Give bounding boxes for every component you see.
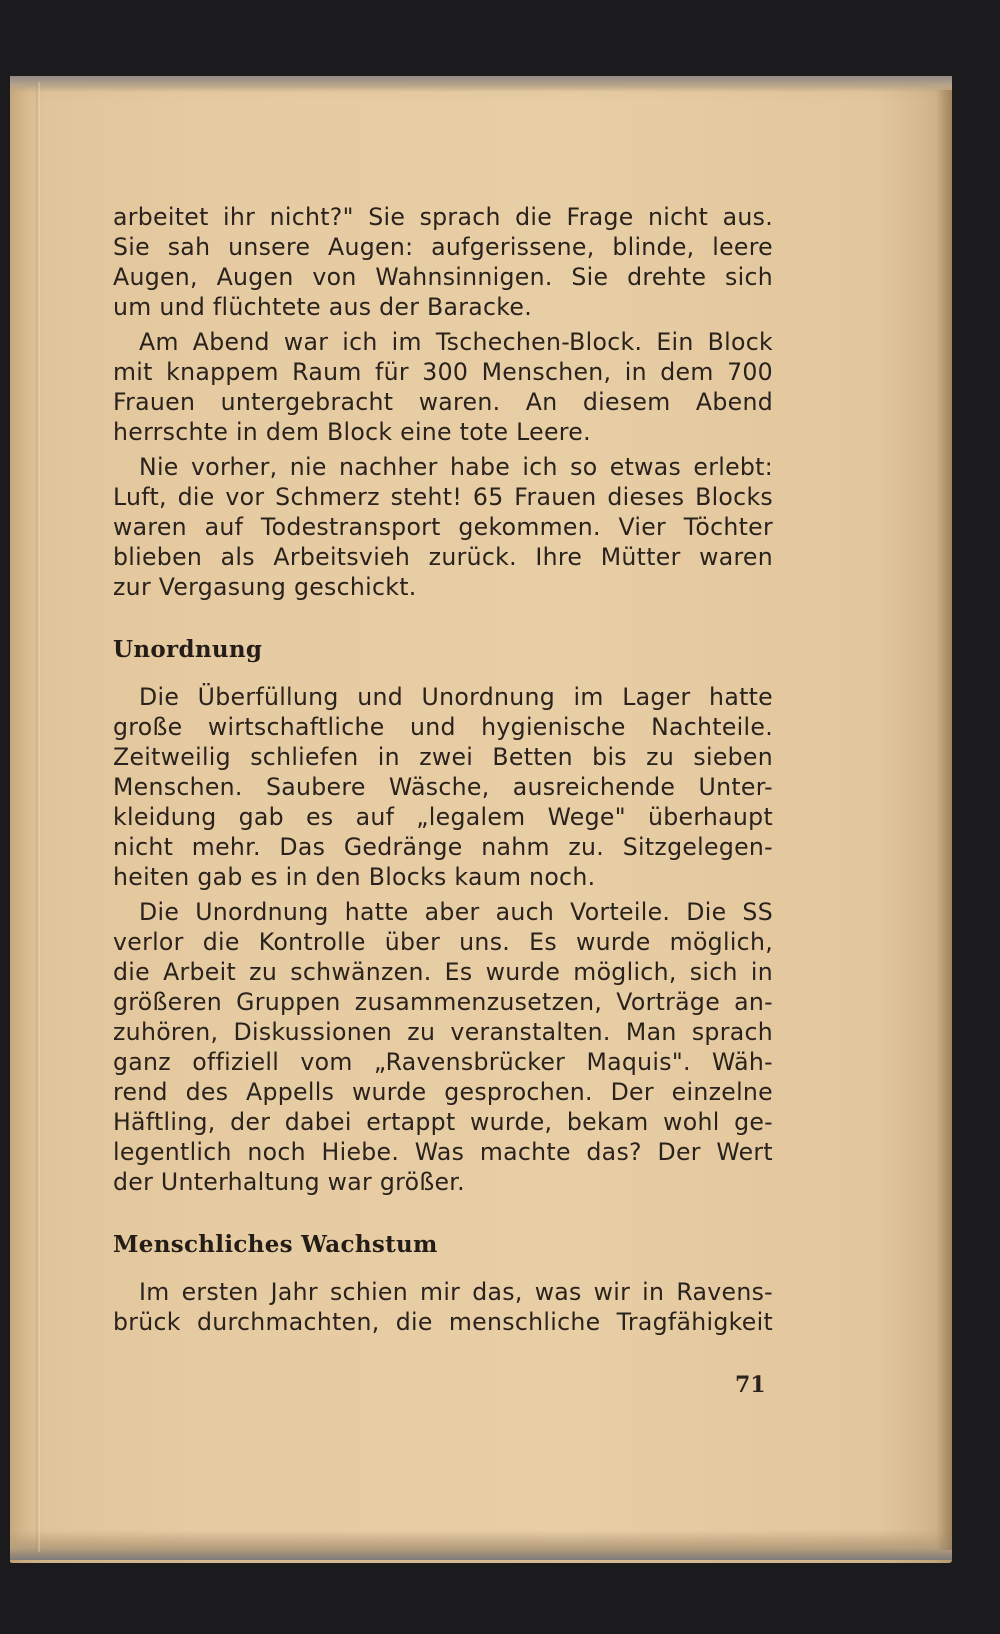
page-number: 71	[735, 1372, 766, 1398]
text-line: heiten gab es in den Blocks kaum noch.	[113, 863, 596, 891]
text-line: große wirtschaftliche und hygienische Nachteile.	[113, 713, 773, 741]
text-line: Sie sah unsere Augen: aufgerissene, blinde, leere	[113, 233, 773, 261]
section-heading: Menschliches Wachstum	[113, 1231, 438, 1258]
text-line: Augen, Augen von Wahnsinnigen. Sie drehte sich	[113, 263, 773, 291]
paragraph	[113, 202, 773, 322]
text-line: Frauen untergebracht waren. An diesem Abend	[113, 388, 773, 416]
text-line: Die Überfüllung und Unordnung im Lager hatte	[139, 683, 773, 711]
text-line: Zeitweilig schliefen in zwei Betten bis zu sieben	[113, 743, 773, 771]
paragraph	[113, 327, 773, 447]
text-line: der Unterhaltung war größer.	[113, 1168, 465, 1196]
paragraph	[113, 682, 773, 892]
text-line: verlor die Kontrolle über uns. Es wurde möglich,	[113, 928, 773, 956]
text-line: legentlich noch Hiebe. Was machte das? Der Wert	[113, 1138, 773, 1166]
section-heading: Unordnung	[113, 636, 263, 663]
text-line: herrschte in dem Block eine tote Leere.	[113, 418, 591, 446]
text-line: um und flüchtete aus der Baracke.	[113, 293, 532, 321]
text-line: ganz offiziell vom „Ravensbrücker Maquis". Wäh-	[113, 1048, 773, 1076]
page-text	[113, 202, 773, 1342]
text-line: größeren Gruppen zusammenzusetzen, Vorträge an-	[113, 988, 773, 1016]
text-line: Luft, die vor Schmerz steht! 65 Frauen dieses Blocks	[113, 483, 773, 511]
page-bottom-edge	[10, 1530, 952, 1560]
page-fore-edge	[936, 90, 952, 1550]
text-line: die Arbeit zu schwänzen. Es wurde möglich, sich in	[113, 958, 773, 986]
text-line: zuhören, Diskussionen zu veranstalten. Man sprach	[113, 1018, 773, 1046]
text-line: waren auf Todestransport gekommen. Vier Töchter	[113, 513, 773, 541]
text-line: Menschen. Saubere Wäsche, ausreichende Unter-	[113, 773, 773, 801]
text-line: Nie vorher, nie nachher habe ich so etwas erlebt:	[139, 453, 773, 481]
paragraph	[113, 897, 773, 1197]
page-gutter	[36, 82, 40, 1552]
text-line: mit knappem Raum für 300 Menschen, in dem 700	[113, 358, 773, 386]
text-line: arbeitet ihr nicht?" Sie sprach die Frage nicht aus.	[113, 203, 773, 231]
text-line: brück durchmachten, die menschliche Tragfähigkeit	[113, 1308, 773, 1336]
text-line: kleidung gab es auf „legalem Wege" überhaupt	[113, 803, 773, 831]
text-line: Häftling, der dabei ertappt wurde, bekam wohl ge-	[113, 1108, 773, 1136]
text-line: Am Abend war ich im Tschechen-Block. Ein Block	[139, 328, 773, 356]
text-line: nicht mehr. Das Gedränge nahm zu. Sitzgelegen-	[113, 833, 773, 861]
paragraph	[113, 452, 773, 602]
text-line: blieben als Arbeitsvieh zurück. Ihre Mütter waren	[113, 543, 773, 571]
text-line: rend des Appells wurde gesprochen. Der einzelne	[113, 1078, 773, 1106]
page-top-edge	[10, 76, 952, 92]
text-line: zur Vergasung geschickt.	[113, 573, 417, 601]
text-line: Im ersten Jahr schien mir das, was wir in Ravens-	[139, 1278, 773, 1306]
text-line: Die Unordnung hatte aber auch Vorteile. Die SS	[139, 898, 773, 926]
paragraph	[113, 1277, 773, 1337]
